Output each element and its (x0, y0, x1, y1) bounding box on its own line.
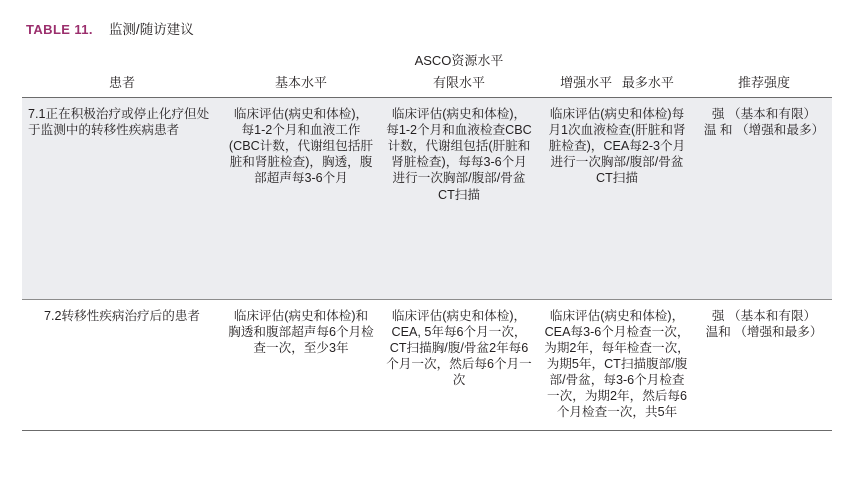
table-bottom-rule (22, 430, 832, 431)
row-enhanced-7-1: 临床评估(病史和体检)每月1次血液检查(肝脏和肾脏检查)，CEA每2-3个月进行一次胸部/腹部/骨盆CT扫描 (538, 98, 696, 213)
table-group-header-row (22, 50, 832, 70)
row-enhanced-7-2: 临床评估(病史和体检)，CEA每3-6个月检查一次，为期2年，每年检查一次，为期5年，CT扫描腹部/腹部/骨盆，每3-6个月检查一次，为期2年，然后每6个月检查一次，共5年 (544, 308, 690, 420)
column-header-maximal: 最多水平 (621, 75, 674, 90)
strength-line-strong: 强 （基本和有限） (711, 107, 817, 121)
row-patient-7-2: 7.2转移性疾病治疗后的患者 (43, 308, 201, 323)
column-header-basic: 基本水平 (274, 75, 327, 90)
row-basic-7-1: 临床评估(病史和体检)，每1-2个月和血液工作(CBC计数，代谢组包括肝脏和肾脏检查)，胸透，腹部超声每3-6个月 (222, 98, 380, 213)
group-header-spacer-right (696, 50, 832, 70)
column-header-patient: 患者 (108, 75, 135, 90)
row-filler-shaded (22, 213, 832, 299)
row-strength-7-2 (696, 299, 832, 430)
strength-line-moderate: 温和 （增强和最多） (705, 324, 823, 339)
column-header-enhanced-maximal (538, 70, 696, 97)
row-strength-7-1 (696, 98, 832, 213)
table-row (22, 299, 832, 430)
table-column-header-row (22, 70, 832, 97)
row-limited-7-2: 临床评估(病史和体检)，CEA, 5年每6个月一次，CT扫描胸/腹/骨盆2年每6个月一次，然后每6个月一次 (386, 308, 532, 388)
strength-line-moderate: 温 和 （增强和最多） (703, 123, 825, 138)
column-header-limited: 有限水平 (432, 75, 485, 90)
group-header-asco: ASCO资源水平 (414, 53, 504, 68)
table-number-label: TABLE 11. (26, 22, 93, 37)
recommendations-table (22, 50, 832, 431)
table-caption (22, 18, 832, 38)
row-limited-7-1: 临床评估(病史和体检)，每1-2个月和血液检查CBC计数，代谢组包括(肝脏和肾脏检查)，每每3-6个月进行一次胸部/腹部/骨盆CT扫描 (380, 98, 538, 213)
column-header-enhanced: 增强水平 (560, 75, 613, 90)
table-title: 监测/随访建议 (108, 22, 194, 37)
row-basic-7-2: 临床评估(病史和体检)和胸透和腹部超声每6个月检查一次，至少3年 (228, 308, 374, 355)
table-row (22, 98, 832, 213)
row-patient-7-1: 7.1正在积极治疗或停止化疗但处于监测中的转移性疾病患者 (22, 98, 222, 213)
group-header-spacer (22, 50, 222, 70)
strength-line-strong: 强 （基本和有限） (711, 308, 817, 323)
column-header-strength: 推荐强度 (738, 75, 791, 90)
